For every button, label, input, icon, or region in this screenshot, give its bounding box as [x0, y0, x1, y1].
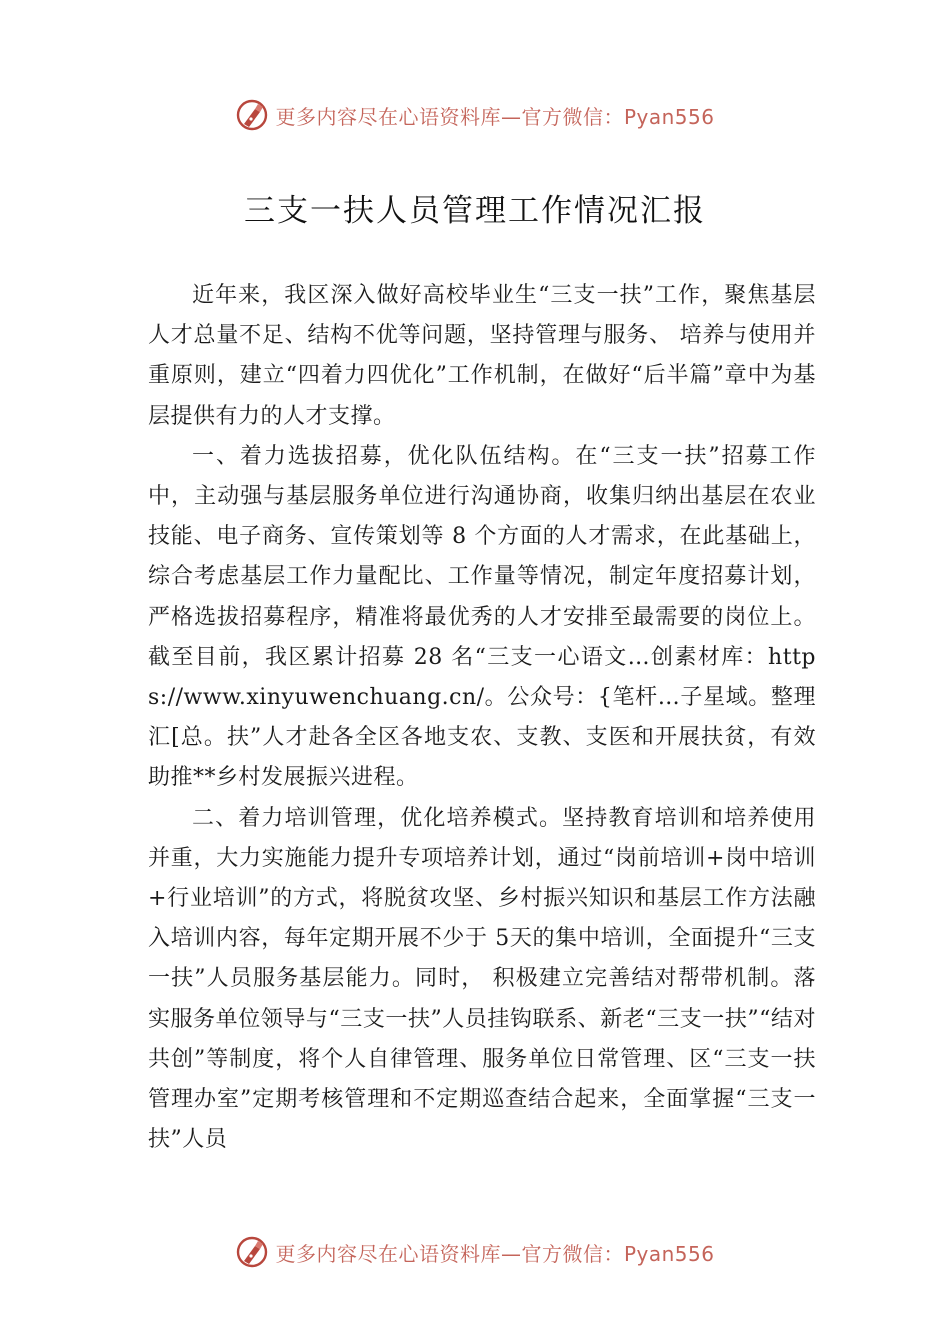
pen-nib-logo-icon: [235, 1235, 269, 1269]
watermark-text: 更多内容尽在心语资料库—官方微信：Pyan556: [275, 104, 715, 129]
paragraph-section-2: 二、着力培训管理，优化培养模式。坚持教育培训和培养使用并重，大力实施能力提升专项培养计划，通过“岗前培训+岗中培训+行业培训”的方式，将脱贫攻坚、乡村振兴知识和基层工作方法融入培训内容，每年定期开展不少于 5天的集中培训，全面提升“三支一扶”人员服务基层能力。同时， 积极建立完善结对帮带机制。落实服务单位领导与“三支一扶”人员挂钩联系、新老“三支一扶”“结对共创”等制度，将个人自律管理、服务单位日常管理、区“三支一扶管理办室”定期考核管理和不定期巡查结合起来，全面掌握“三支一扶”人员: [148, 805, 816, 1153]
watermark-text: 更多内容尽在心语资料库—官方微信：Pyan556: [275, 1241, 715, 1266]
document-title: 三支一扶人员管理工作情况汇报: [244, 193, 706, 229]
paragraph-section-1: 一、着力选拔招募，优化队伍结构。在“三支一扶”招募工作中，主动强与基层服务单位进行沟通协商，收集归纳出基层在农业技能、电子商务、宣传策划等 8 个方面的人才需求，在此基础上，综合考虑基层工作力量配比、工作量等情况，制定年度招募计划，严格选拔招募程序，精准将最优秀的人才安排至最需要的岗位上。截至目前，我区累计招募 28 名“三支一心语文…创素材库：https://www.xinyuwenchuang.cn/。公众号：{笔杆…子星域。整理汇[总。扶”人才赴各全区各地支农、支教、支医和开展扶贫，有效助推**乡村发展振兴进程。: [148, 443, 816, 791]
header-watermark-banner: [0, 95, 950, 135]
paragraph-intro: 近年来，我区深入做好高校毕业生“三支一扶”工作，聚焦基层人才总量不足、结构不优等问题，坚持管理与服务、 培养与使用并重原则，建立“四着力四优化”工作机制，在做好“后半篇”章中为基层提供有力的人才支撑。: [148, 283, 816, 429]
document-body: [148, 276, 816, 1160]
pen-nib-logo-icon: [235, 98, 269, 132]
footer-watermark-banner: [0, 1232, 950, 1272]
